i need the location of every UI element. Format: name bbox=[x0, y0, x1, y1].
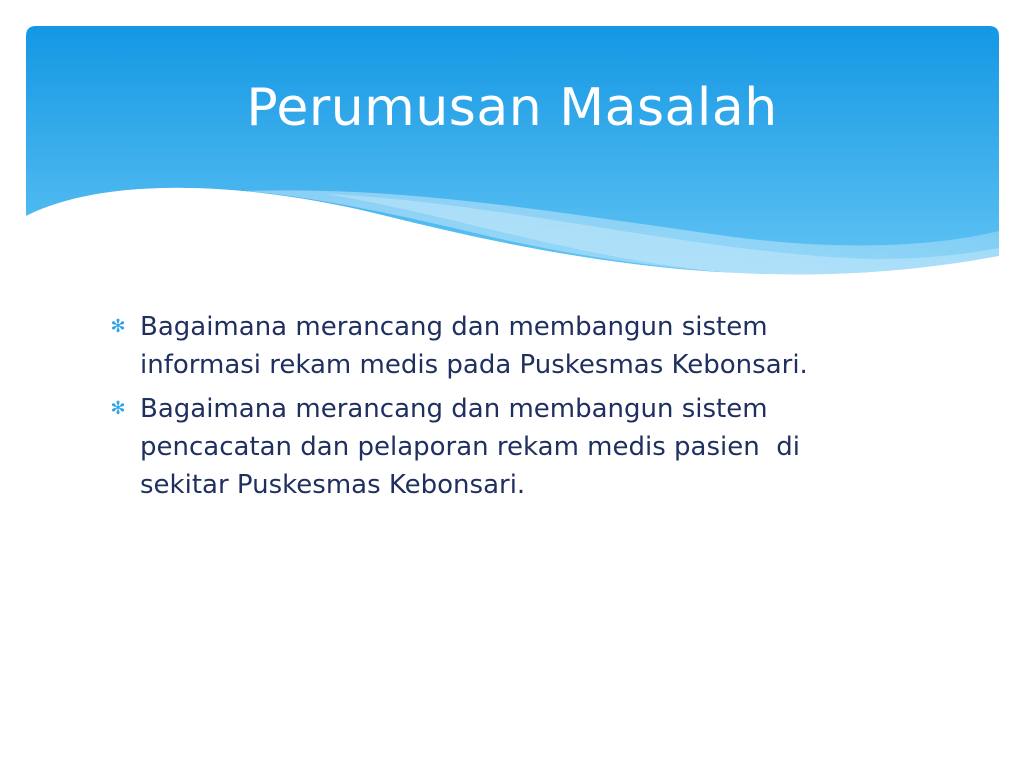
bullet-text-2: Bagaimana merancang dan membangun sistem pencacatan dan pelaporan rekam medis pasien di sekitar Puskesmas Kebonsari. bbox=[140, 394, 809, 500]
title-banner bbox=[26, 26, 999, 286]
bullet-list bbox=[108, 308, 888, 510]
bullet-text-1: Bagaimana merancang dan membangun sistem informasi rekam medis pada Puskesmas Kebonsari. bbox=[140, 312, 808, 380]
bullet-item-1 bbox=[108, 308, 888, 384]
slide-title: Perumusan Masalah bbox=[246, 78, 778, 138]
asterisk-bullet-icon: ✻ bbox=[110, 398, 126, 419]
wave-banner-graphic bbox=[26, 26, 999, 286]
bullet-item-2 bbox=[108, 390, 888, 504]
asterisk-bullet-icon: ✻ bbox=[110, 316, 126, 337]
